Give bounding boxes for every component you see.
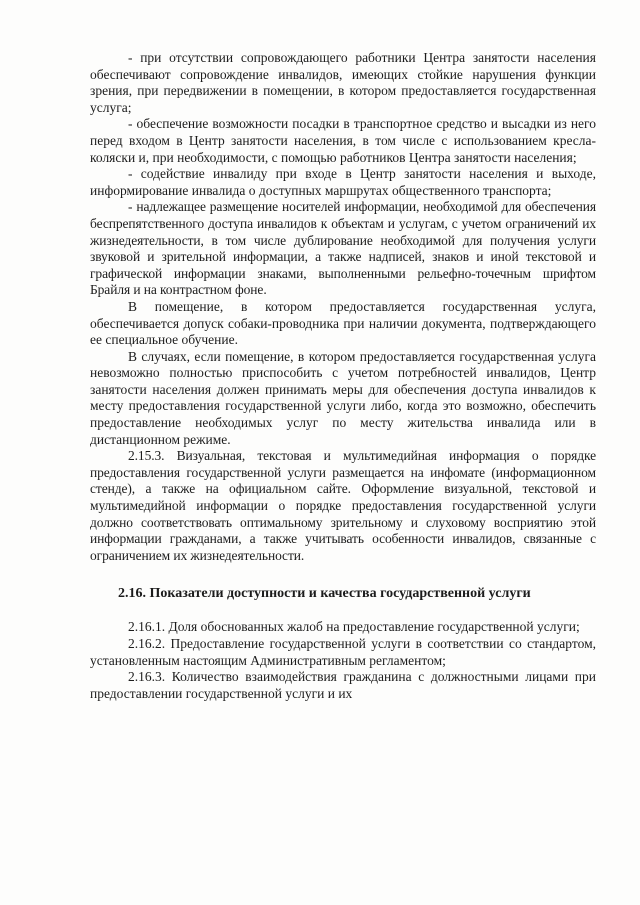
document-body (90, 50, 596, 702)
paragraph-2-16-3: 2.16.3. Количество взаимодействия гражданина с должностными лицами при предоставлении государственной услуги и их (90, 669, 596, 701)
paragraph-2-15-3: 2.15.3. Визуальная, текстовая и мультимедийная информация о порядке предоставления государственной услуги размещается на инфомате (информационном стенде), а также на официальном сайте. Оформление визуальной, текстовой и мультимедийной информации о порядке предоставления государственной услуги должно соответствовать оптимальному зрительному и слуховому восприятию этой информации гражданами, а также учитывать особенности инвалидов, связанные с ограничением их жизнедеятельности. (90, 448, 596, 563)
paragraph-2-16-2: 2.16.2. Предоставление государственной услуги в соответствии со стандартом, установленным настоящим Административным регламентом; (90, 636, 596, 668)
paragraph-2-16-1: 2.16.1. Доля обоснованных жалоб на предоставление государственной услуги; (128, 619, 580, 635)
paragraph-vehicle-boarding: - обеспечение возможности посадки в транспортное средство и высадки из него перед входом в Центр занятости населения, в том числе с использованием кресла-коляски и, при необходимости, с помощью работников Центра занятости населения; (90, 116, 596, 165)
paragraph-escort-visually-impaired: - при отсутствии сопровождающего работники Центра занятости населения обеспечивают сопровождение инвалидов, имеющих стойкие нарушения функции зрения, при передвижении в помещении, в котором предоставляется государственная услуга; (90, 50, 596, 115)
paragraph-entrance-assistance: - содействие инвалиду при входе в Центр занятости населения и выходе, информирование инвалида о доступных маршрутах общественного транспорта; (90, 166, 596, 198)
paragraph-guide-dog: В помещение, в котором предоставляется государственная услуга, обеспечивается допуск собаки-проводника при наличии документа, подтверждающего ее специальное обучение. (90, 298, 596, 348)
section-heading-2-16: 2.16. Показатели доступности и качества государственной услуги (118, 586, 531, 602)
paragraph-information-placement: - надлежащее размещение носителей информации, необходимой для обеспечения беспрепятственного доступа инвалидов к объектам и услугам, с учетом ограничений их жизнедеятельности, в том числе дублирование необходимой для получения услуги звуковой и зрительной информации, а также надписей, знаков и иной текстовой и графической информации знаками, выполненными рельефно-точечным шрифтом Брайля и на контрастном фоне. (90, 199, 596, 298)
paragraph-alternative-access: В случаях, если помещение, в котором предоставляется государственная услуга невозможно полностью приспособить с учетом потребностей инвалидов, Центр занятости населения должен принимать меры для обеспечения доступа инвалидов к месту предоставления государственной услуги либо, когда это возможно, обеспечить предоставление необходимых услуг по месту жительства инвалида или в дистанционном режиме. (90, 348, 596, 447)
